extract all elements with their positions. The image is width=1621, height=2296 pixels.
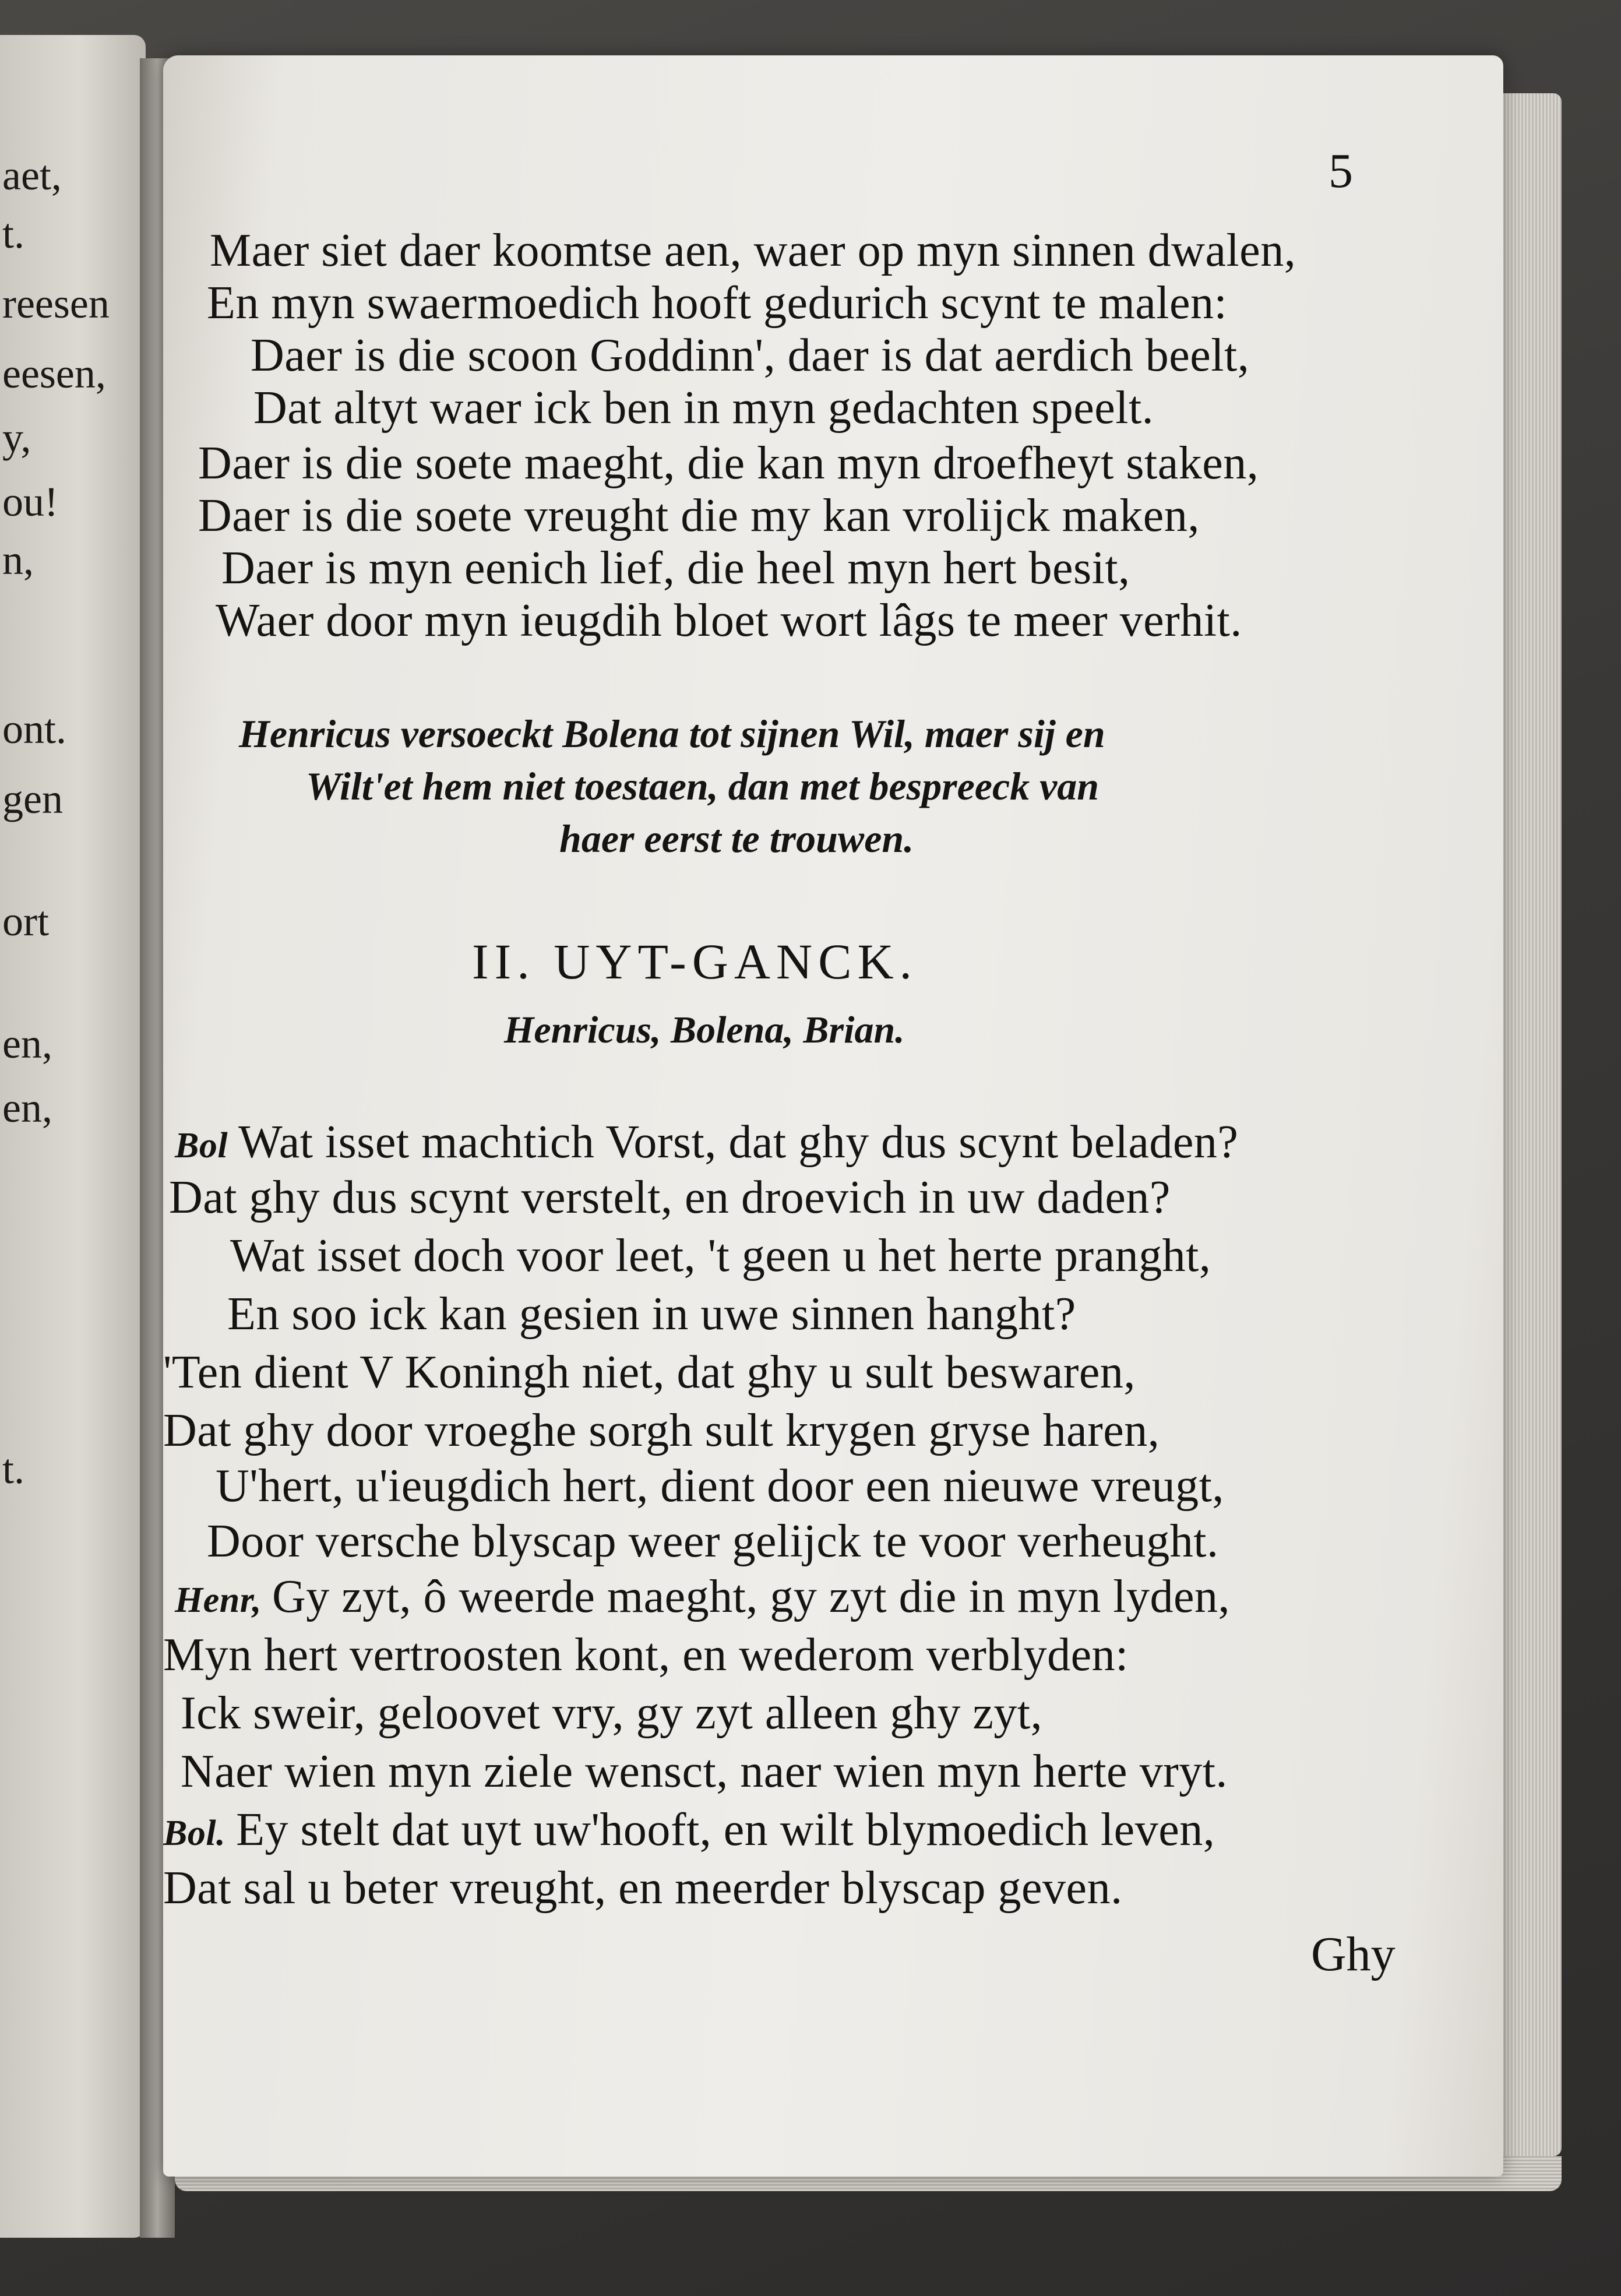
dialogue-text: Wat isset machtich Vorst, dat ghy dus scynt beladen? xyxy=(238,1117,1239,1168)
dialogue-line xyxy=(163,1804,1215,1857)
dialogue-line xyxy=(216,1460,1224,1513)
left-fragment: gen xyxy=(2,776,63,822)
dialogue-line xyxy=(175,1570,1230,1624)
dialogue-text: Dat sal u beter vreught, en meerder blyscap geven. xyxy=(163,1862,1123,1914)
left-fragment: aet, xyxy=(2,152,62,199)
speaker-label: Bol xyxy=(175,1126,228,1165)
left-fragment: y, xyxy=(2,414,31,461)
dialogue-text: Dat ghy dus scynt verstelt, en droevich in uw daden? xyxy=(169,1172,1171,1223)
left-fragment: n, xyxy=(2,537,34,583)
dialogue-line xyxy=(227,1288,1076,1341)
left-fragment: t. xyxy=(2,210,25,257)
left-fragment: eesen, xyxy=(2,350,106,397)
dialogue-line xyxy=(181,1687,1042,1740)
argument-line: Henricus versoeckt Bolena tot sijnen Wil, maer sij en xyxy=(239,712,1105,756)
book-page xyxy=(163,55,1503,2177)
dialogue-text: Naer wien myn ziele wensct, naer wien myn herte vryt. xyxy=(181,1746,1228,1797)
left-fragment: reesen xyxy=(2,280,110,327)
left-fragment: ou! xyxy=(2,478,58,525)
catchword: Ghy xyxy=(1311,1927,1396,1981)
dialogue-text: Dat ghy door vroeghe sorgh sult krygen gryse haren, xyxy=(163,1405,1160,1456)
dialogue-line xyxy=(230,1230,1211,1283)
argument-line: haer eerst te trouwen. xyxy=(559,816,914,861)
dialogue-text: Ick sweir, geloovet vry, gy zyt alleen ghy zyt, xyxy=(181,1688,1043,1739)
dialogue-line xyxy=(169,1171,1171,1224)
left-fragment: ont. xyxy=(2,706,67,752)
speaker-label: Henr, xyxy=(175,1580,262,1620)
argument-line: Wilt'et hem niet toestaen, dan met bespreeck van xyxy=(306,764,1100,808)
dialogue-text: 'Ten dient V Koningh niet, dat ghy u sult beswaren, xyxy=(163,1347,1136,1398)
dialogue-line xyxy=(181,1745,1228,1798)
speaker-label: Bol. xyxy=(163,1813,226,1853)
verse-line: Daer is die soete vreught die my kan vrolijck maken, xyxy=(198,490,1200,541)
dialogue-line xyxy=(163,1629,1129,1682)
page-number: 5 xyxy=(1328,144,1353,198)
dialogue-line xyxy=(163,1404,1160,1457)
dialogue-line xyxy=(163,1346,1136,1399)
verse-line: Waer door myn ieugdih bloet wort lâgs te meer verhit. xyxy=(216,595,1242,646)
verse-line: En myn swaermoedich hooft gedurich scynt te malen: xyxy=(207,277,1228,329)
dialogue-text: Door versche blyscap weer gelijck te voor verheught. xyxy=(207,1516,1219,1567)
left-fragment: t. xyxy=(2,1446,25,1492)
dialogue-text: Gy zyt, ô weerde maeght, gy zyt die in myn lyden, xyxy=(272,1571,1231,1622)
dialogue-text: Ey stelt dat uyt uw'hooft, en wilt blymoedich leven, xyxy=(236,1804,1215,1855)
dialogue-line xyxy=(175,1116,1238,1169)
dialogue-text: U'hert, u'ieugdich hert, dient door een nieuwe vreugt, xyxy=(216,1460,1224,1512)
dialogue-text: Myn hert vertroosten kont, en wederom verblyden: xyxy=(163,1629,1129,1681)
scene-heading: II. UYT-GANCK. xyxy=(472,934,918,989)
verse-line: Daer is myn eenich lief, die heel myn hert besit, xyxy=(221,543,1130,594)
verse-line: Maer siet daer koomtse aen, waer op myn sinnen dwalen, xyxy=(210,225,1296,276)
left-fragment: en, xyxy=(2,1020,52,1067)
dramatis-personae: Henricus, Bolena, Brian. xyxy=(504,1009,905,1051)
dialogue-line xyxy=(207,1515,1218,1568)
page-text xyxy=(163,55,1503,2177)
left-fragment: en, xyxy=(2,1084,52,1131)
left-facing-page xyxy=(0,35,146,2238)
verse-line: Daer is die scoon Goddinn', daer is dat aerdich beelt, xyxy=(251,330,1250,381)
left-fragment: ort xyxy=(2,898,49,945)
dialogue-line xyxy=(163,1862,1123,1915)
dialogue-text: Wat isset doch voor leet, 't geen u het herte pranght, xyxy=(230,1230,1211,1281)
dialogue-text: En soo ick kan gesien in uwe sinnen hanght? xyxy=(227,1288,1076,1340)
verse-line: Daer is die soete maeght, die kan myn droefheyt staken, xyxy=(198,438,1259,489)
verse-line: Dat altyt waer ick ben in myn gedachten speelt. xyxy=(253,382,1154,434)
